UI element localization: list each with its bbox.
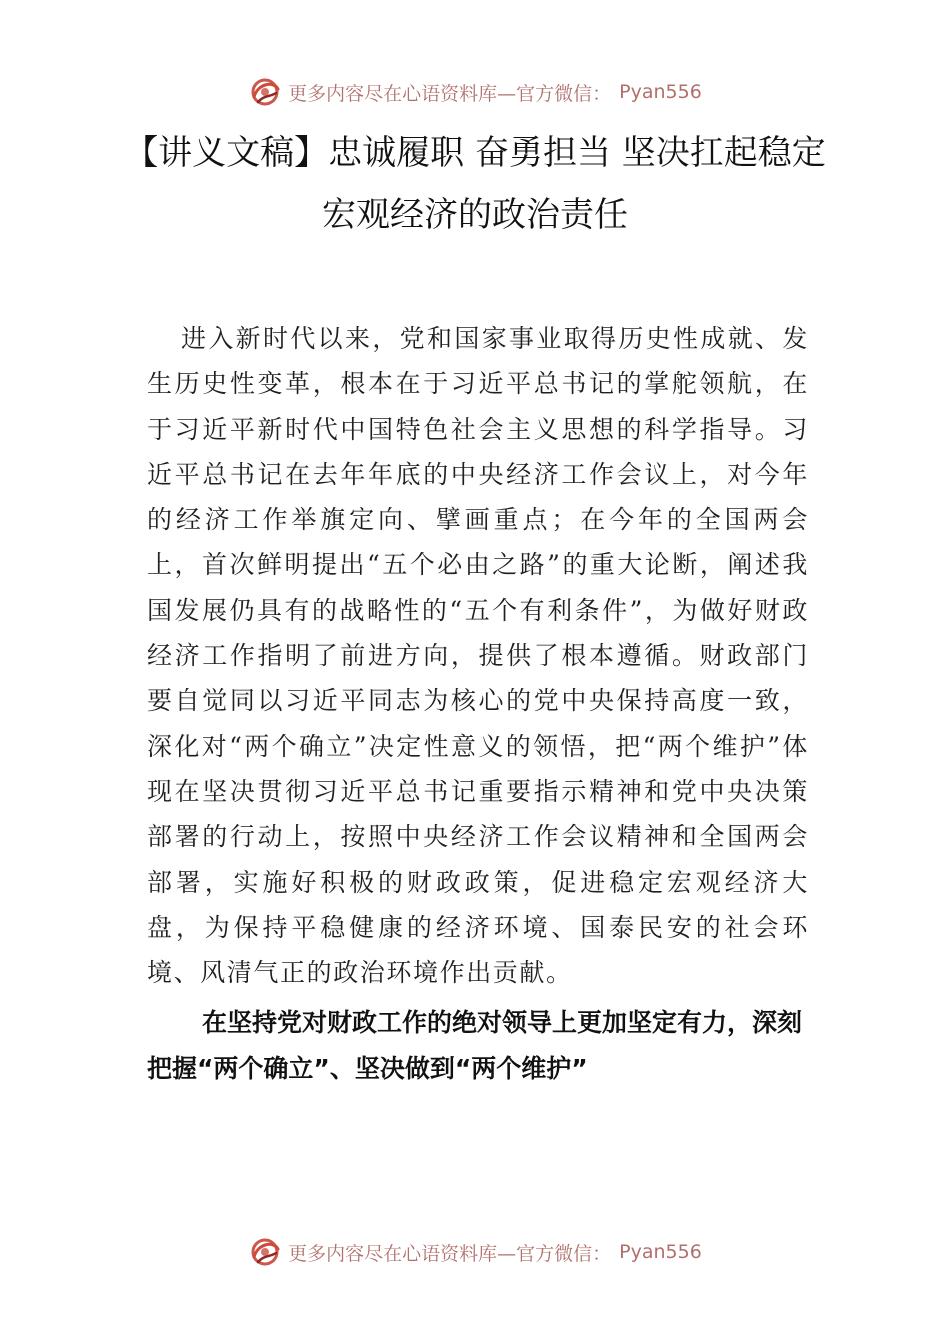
red-swirl-logo-icon <box>248 1235 282 1269</box>
watermark-text: 更多内容尽在心语资料库—官方微信： <box>288 82 612 105</box>
red-swirl-logo-icon <box>248 75 282 109</box>
section-heading: 在坚持党对财政工作的绝对领导上更加坚定有力，深刻把握“两个确立”、坚决做到“两个维护” <box>147 1008 803 1083</box>
footer-watermark <box>0 1232 950 1272</box>
body-paragraph: 进入新时代以来，党和国家事业取得历史性成就、发生历史性变革，根本在于习近平总书记的掌舵领航，在于习近平新时代中国特色社会主义思想的科学指导。习近平总书记在去年年底的中央经济工作会议上，对今年的经济工作举旗定向、擘画重点；在今年的全国两会上，首次鲜明提出“五个必由之路”的重大论断，阐述我国发展仍具有的战略性的“五个有利条件”，为做好财政经济工作指明了前进方向，提供了根本遵循。财政部门要自觉同以习近平同志为核心的党中央保持高度一致，深化对“两个确立”决定性意义的领悟，把“两个维护”体现在坚决贯彻习近平总书记重要指示精神和党中央决策部署的行动上，按照中央经济工作会议精神和全国两会部署，实施好积极的财政政策，促进稳定宏观经济大盘，为保持平稳健康的经济环境、国泰民安的社会环境、风清气正的政治环境作出贡献。 <box>147 324 809 988</box>
watermark-wechat-id: Pyan556 <box>619 81 702 103</box>
header-watermark <box>0 72 950 112</box>
watermark-text: 更多内容尽在心语资料库—官方微信： <box>288 1242 612 1265</box>
watermark-wechat-id: Pyan556 <box>619 1241 702 1263</box>
document-title: 【讲义文稿】忠诚履职 奋勇担当 坚决扛起稳定宏观经济的政治责任 <box>124 133 826 235</box>
